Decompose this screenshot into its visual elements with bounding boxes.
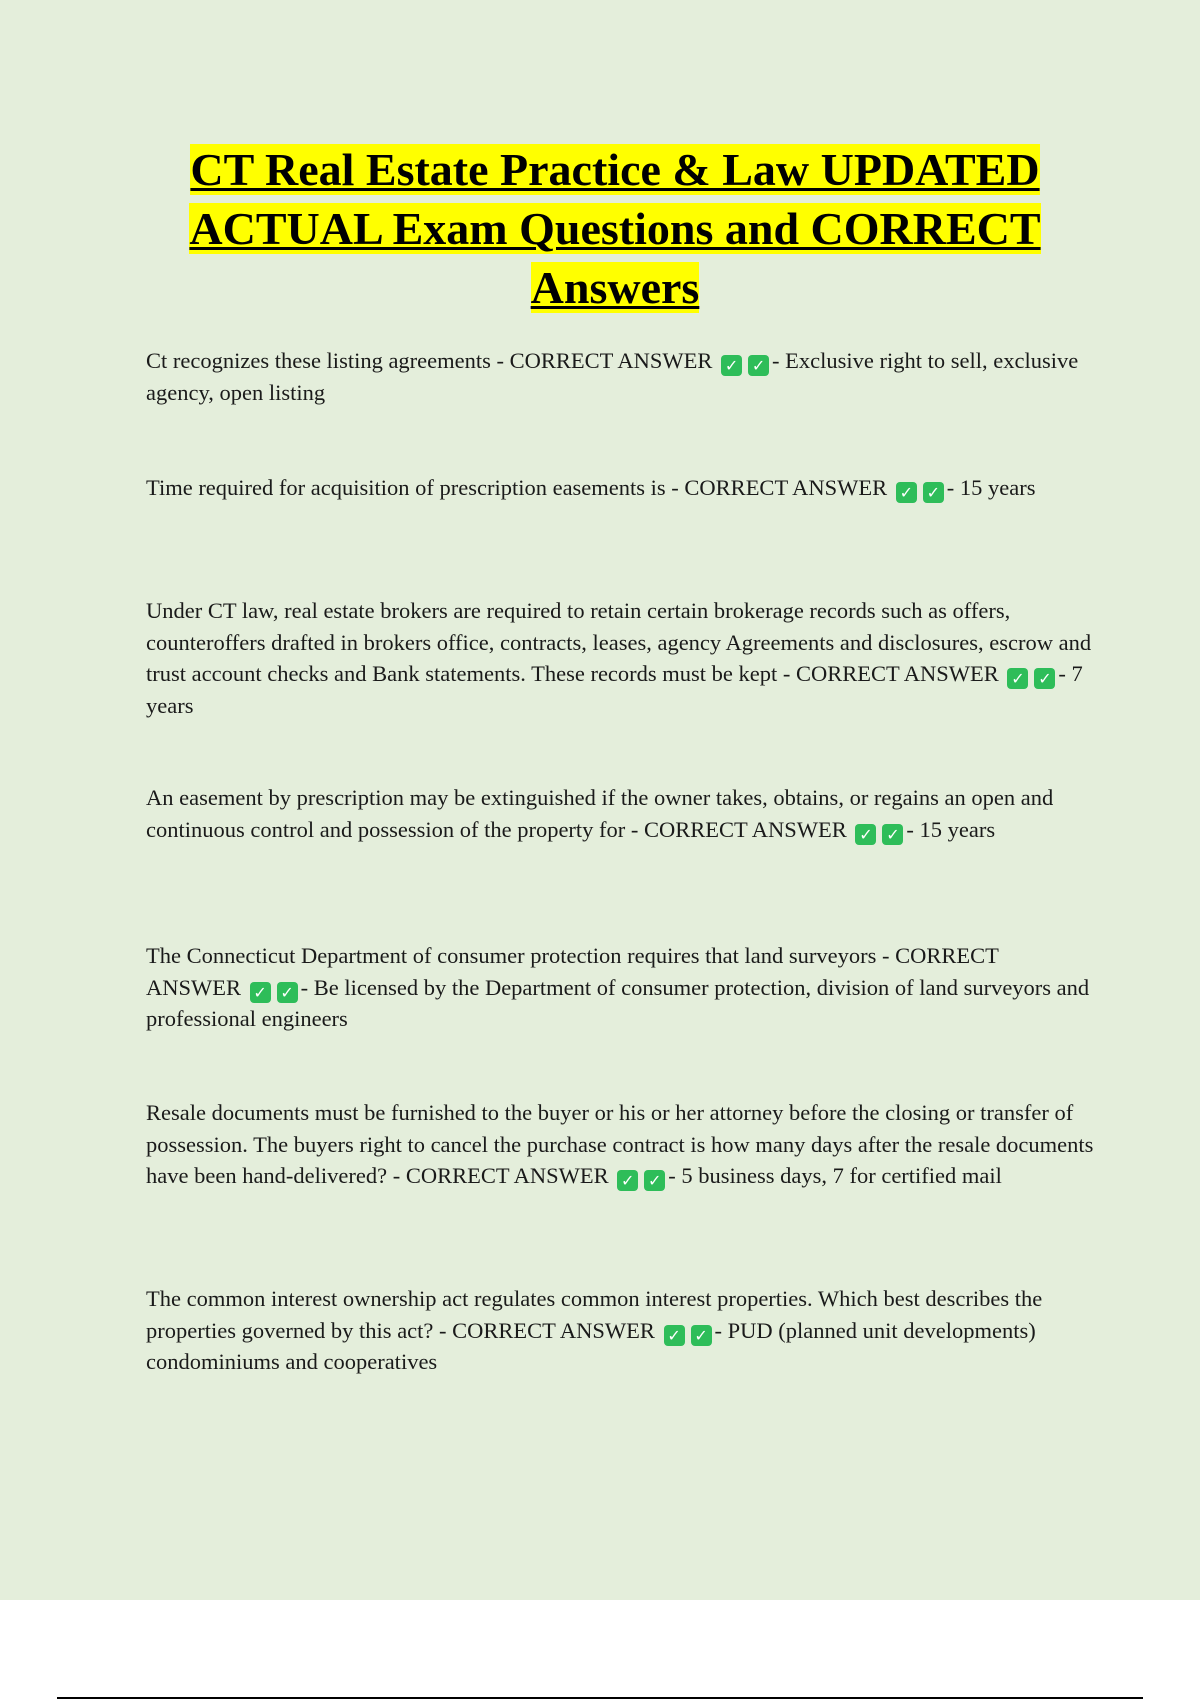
answer-text: - 7 years xyxy=(146,661,1083,718)
answer-text: - Exclusive right to sell, exclusive agency, open listing xyxy=(146,348,1079,405)
qa-item-4 xyxy=(146,782,1094,845)
question-text: Resale documents must be furnished to the buyer or his or her attorney before the closing or transfer of possession. The buyers right to cancel the purchase contract is how many days after the resale documents have been hand-delivered? - CORRECT ANSWER xyxy=(146,1100,1094,1188)
question-text: The Connecticut Department of consumer protection requires that land surveyors - CORRECT ANSWER xyxy=(146,943,999,1000)
answer-text: - 15 years xyxy=(906,816,996,842)
answer-text: - 5 business days, 7 for certified mail xyxy=(668,1163,1002,1188)
question-text: Time required for acquisition of prescription easements is - CORRECT ANSWER xyxy=(146,475,888,500)
question-text: Under CT law, real estate brokers are required to retain certain brokerage records such as offers, counteroffers drafted in brokers office, contracts, leases, agency Agreements and disclosures, escrow and trust account checks and Bank statements. These records must be kept - CORRECT ANSWER xyxy=(146,598,1092,686)
page-bottom-rule xyxy=(57,1697,1143,1699)
answer-text: - 15 years xyxy=(946,475,1036,500)
green-checkmark-icon: ✓ xyxy=(277,982,298,1003)
answer-text: - PUD (planned unit developments) condominiums and cooperatives xyxy=(146,1317,1036,1374)
green-checkmark-icon: ✓ xyxy=(617,1170,638,1191)
document-title xyxy=(150,140,1080,317)
green-checkmark-icon: ✓ xyxy=(721,355,742,376)
question-text: Ct recognizes these listing agreements - CORRECT ANSWER xyxy=(146,348,713,373)
qa-item-5 xyxy=(146,940,1094,1035)
qa-item-2 xyxy=(146,472,1094,504)
document-title-text: CT Real Estate Practice & Law UPDATED ACTUAL Exam Questions and CORRECT Answers xyxy=(189,144,1041,313)
green-checkmark-icon: ✓ xyxy=(882,824,903,845)
green-checkmark-icon: ✓ xyxy=(250,982,271,1003)
question-text: The common interest ownership act regulates common interest properties. Which best describes the properties governed by this act? - CORRECT ANSWER xyxy=(146,1286,1043,1343)
answer-text: - Be licensed by the Department of consumer protection, division of land surveyors and professional engineers xyxy=(146,974,1090,1031)
qa-item-7 xyxy=(146,1283,1094,1378)
question-text: An easement by prescription may be extinguished if the owner takes, obtains, or regains an open and continuous control and possession of the property for - CORRECT ANSWER xyxy=(146,785,1054,842)
green-checkmark-icon: ✓ xyxy=(855,824,876,845)
green-checkmark-icon: ✓ xyxy=(664,1325,685,1346)
green-checkmark-icon: ✓ xyxy=(896,482,917,503)
green-checkmark-icon: ✓ xyxy=(1007,668,1028,689)
qa-item-1 xyxy=(146,345,1094,408)
green-checkmark-icon: ✓ xyxy=(691,1325,712,1346)
green-checkmark-icon: ✓ xyxy=(923,482,944,503)
qa-item-3 xyxy=(146,595,1094,721)
green-checkmark-icon: ✓ xyxy=(644,1170,665,1191)
green-checkmark-icon: ✓ xyxy=(748,355,769,376)
qa-item-6 xyxy=(146,1097,1094,1192)
green-checkmark-icon: ✓ xyxy=(1034,668,1055,689)
